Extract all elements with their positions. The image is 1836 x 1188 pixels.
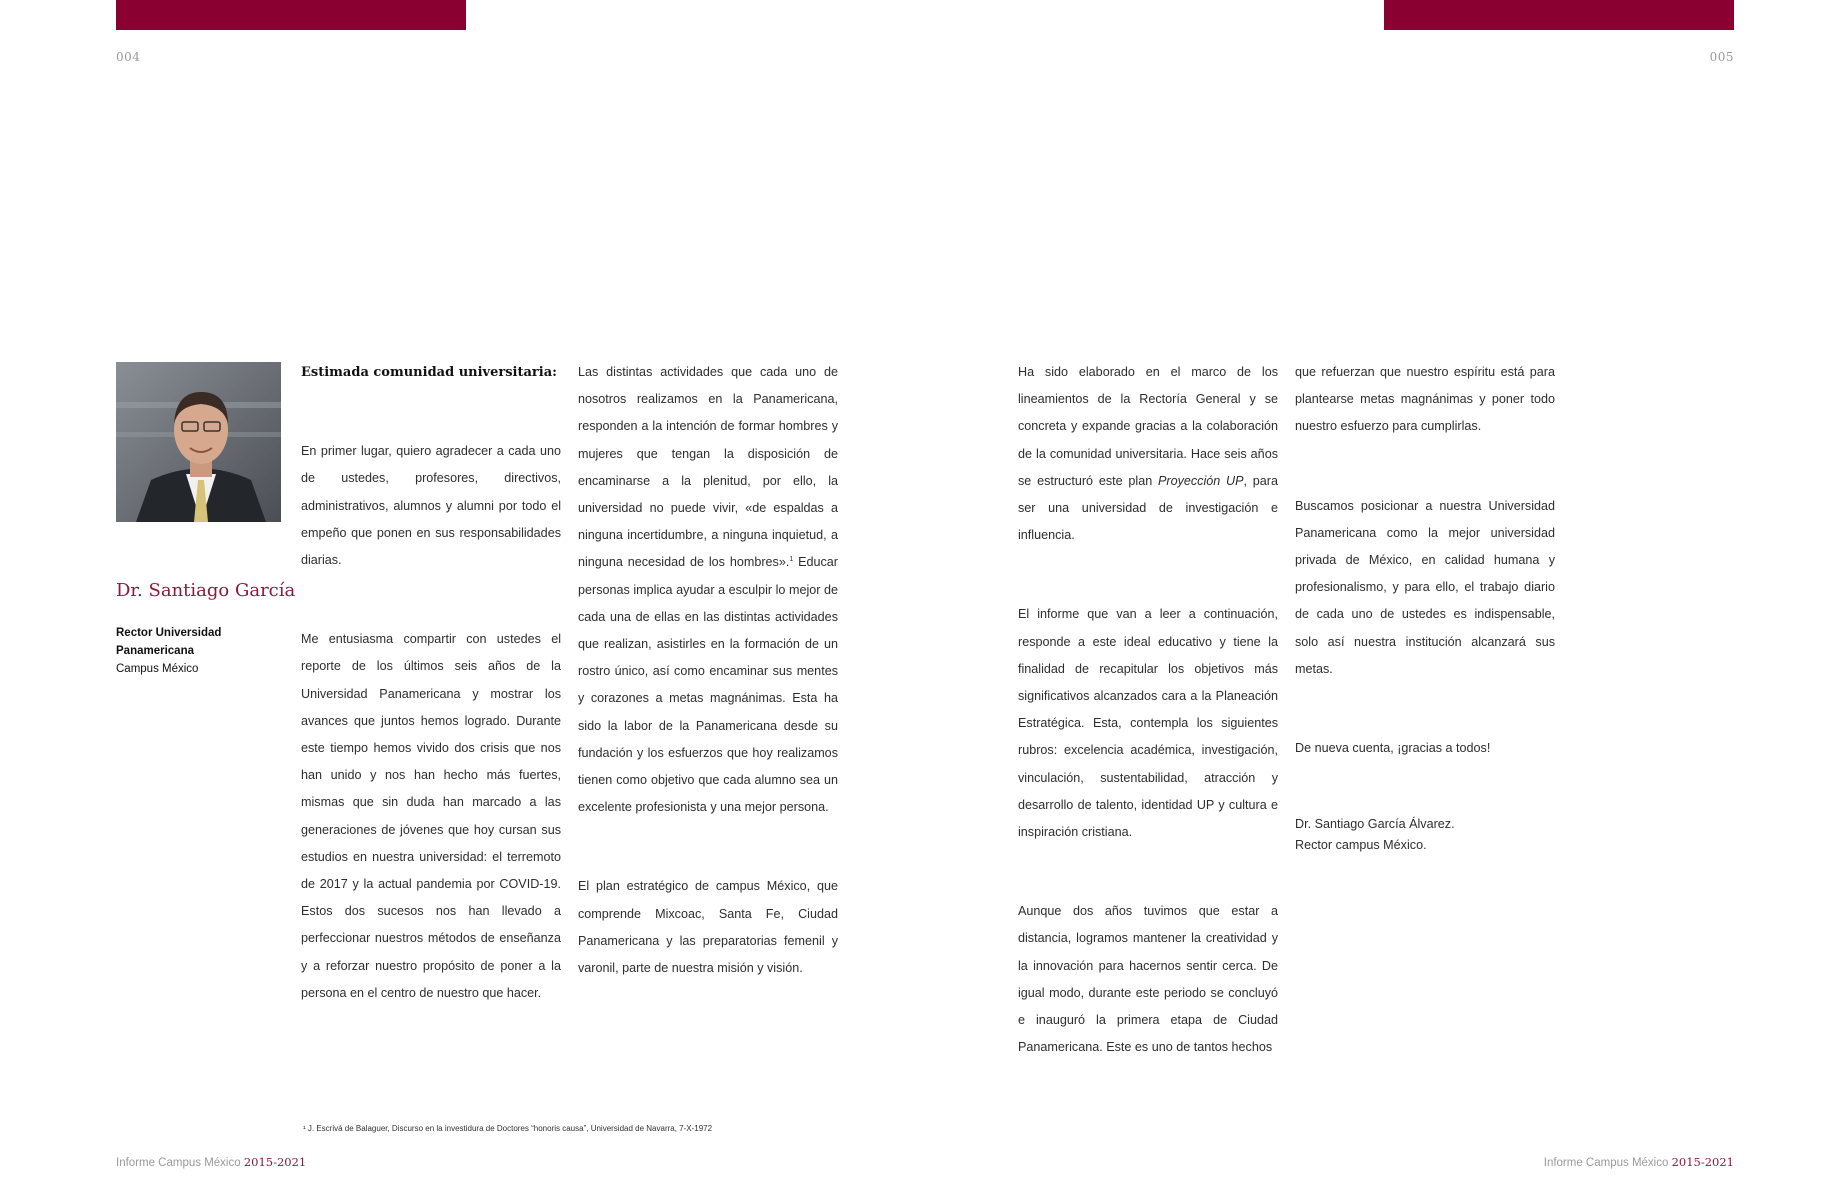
author-campus: Campus México	[116, 663, 199, 675]
top-accent-bar-right	[1384, 0, 1734, 30]
footer-label: Informe Campus México	[1543, 1157, 1669, 1169]
page-number-right: 005	[1709, 50, 1734, 64]
letter-paragraph: En primer lugar, quiero agradecer a cada uno de ustedes, profesores, directivos, administrativos, alumnos y alumni por todo el empeño que ponen en sus responsabilidades diarias.	[301, 444, 561, 568]
footer-right	[1544, 1155, 1734, 1169]
signature	[1295, 814, 1555, 856]
letter-column-3	[1018, 359, 1278, 1061]
author-role-line2: Panamericana	[116, 645, 194, 657]
rector-portrait-photo	[116, 362, 281, 522]
author-name: Dr. Santiago García	[116, 580, 296, 601]
footer-years: 2015-2021	[243, 1155, 307, 1169]
page-number-left: 004	[116, 50, 141, 64]
footnote-marker: 1	[789, 556, 794, 564]
letter-paragraph: Ha sido elaborado en el marco de los lineamientos de la Rectoría General y se concreta y expande gracias a la colaboración de la comunidad universitaria. Hace seis años se estructuró este plan Proyección UP, para ser una universidad de investigación e influencia.	[1018, 365, 1278, 543]
footer-label: Informe Campus México	[116, 1157, 241, 1169]
letter-paragraph: Buscamos posicionar a nuestra Universidad Panamericana como la mejor universidad privada de México, en calidad humana y profesionalismo, y para ello, el trabajo diario de cada uno de ustedes es indispensable, solo así nuestra institución alcanzará sus metas.	[1295, 498, 1555, 676]
signature-title: Rector campus México.	[1295, 838, 1427, 853]
letter-paragraph: Aunque dos años tuvimos que estar a distancia, logramos mantener la creatividad y la innovación para hacernos sentir cerca. De igual modo, durante este periodo se concluyó e inauguró la primera etapa de Ciudad Panamericana. Este es uno de tantos hechos	[1018, 904, 1278, 1055]
footer-left	[116, 1155, 306, 1169]
letter-column-1	[301, 359, 561, 1007]
plan-name: Proyección UP	[1157, 473, 1244, 488]
author-role-line1: Rector Universidad	[116, 627, 222, 639]
letter-paragraph: que refuerzan que nuestro espíritu está para plantearse metas magnánimas y poner todo nuestro esfuerzo para cumplirlas.	[1295, 365, 1555, 434]
letter-column-4	[1295, 359, 1555, 856]
letter-paragraph: Me entusiasma compartir con ustedes el reporte de los últimos seis años de la Universidad Panamericana y mostrar los avances que juntos hemos logrado. Durante este tiempo hemos vivido dos crisis que nos han unido y nos han hecho más fuertes, mismas que sin duda han marcado a las generaciones de jóvenes que hoy cursan sus estudios en nuestra universidad: el terremoto de 2017 y la actual pandemia por COVID-19. Estos dos sucesos nos han llevado a perfeccionar nuestros métodos de enseñanza y a reforzar nuestro propósito de poner a la persona en el centro de nuestro que hacer.	[301, 632, 561, 1000]
footer-years: 2015-2021	[1671, 1155, 1734, 1169]
footnote: ¹ J. Escrivá de Balaguer, Discurso en la investidura de Doctores “honoris causa”, Universidad de Navarra, 7-X-1972	[303, 1124, 713, 1133]
top-accent-bar-left	[116, 0, 466, 30]
letter-paragraph: El informe que van a leer a continuación, responde a este ideal educativo y tiene la finalidad de recapitular los objetivos más significativos alcanzados cara a la Planeación Estratégica. Esta, contempla los siguientes rubros: excelencia académica, investigación, vinculación, sustentabilidad, atracción y desarrollo de talento, identidad UP y cultura e inspiración cristiana.	[1018, 607, 1278, 840]
letter-closing: De nueva cuenta, ¡gracias a todos!	[1295, 741, 1491, 756]
letter-paragraph: El plan estratégico de campus México, que comprende Mixcoac, Santa Fe, Ciudad Panamericana y las preparatorias femenil y varonil, parte de nuestra misión y visión.	[578, 879, 838, 976]
author-role	[116, 624, 221, 678]
letter-greeting: Estimada comunidad universitaria:	[301, 365, 557, 380]
signature-name: Dr. Santiago García Álvarez.	[1295, 817, 1455, 832]
letter-paragraph: Las distintas actividades que cada uno de nosotros realizamos en la Panamericana, responden a la intención de formar hombres y mujeres que tengan la disposición de encaminarse a la plenitud, por ello, la universidad no puede vivir, «de espaldas a ninguna incertidumbre, a ninguna inquietud, a ninguna necesidad de los hombres».$^1$ Educar personas implica ayudar a esculpir lo mejor de cada una de ellas en las distintas actividades que realizan, asistirles en la formación de un rostro único, así como encaminar sus mentes y corazones a metas magnánimas. Esta ha sido la labor de la Panamericana desde su fundación y los esfuerzos que hoy realizamos tienen como objetivo que cada alumno sea un excelente profesionista y una mejor persona.	[578, 365, 839, 815]
letter-column-2	[578, 359, 838, 982]
